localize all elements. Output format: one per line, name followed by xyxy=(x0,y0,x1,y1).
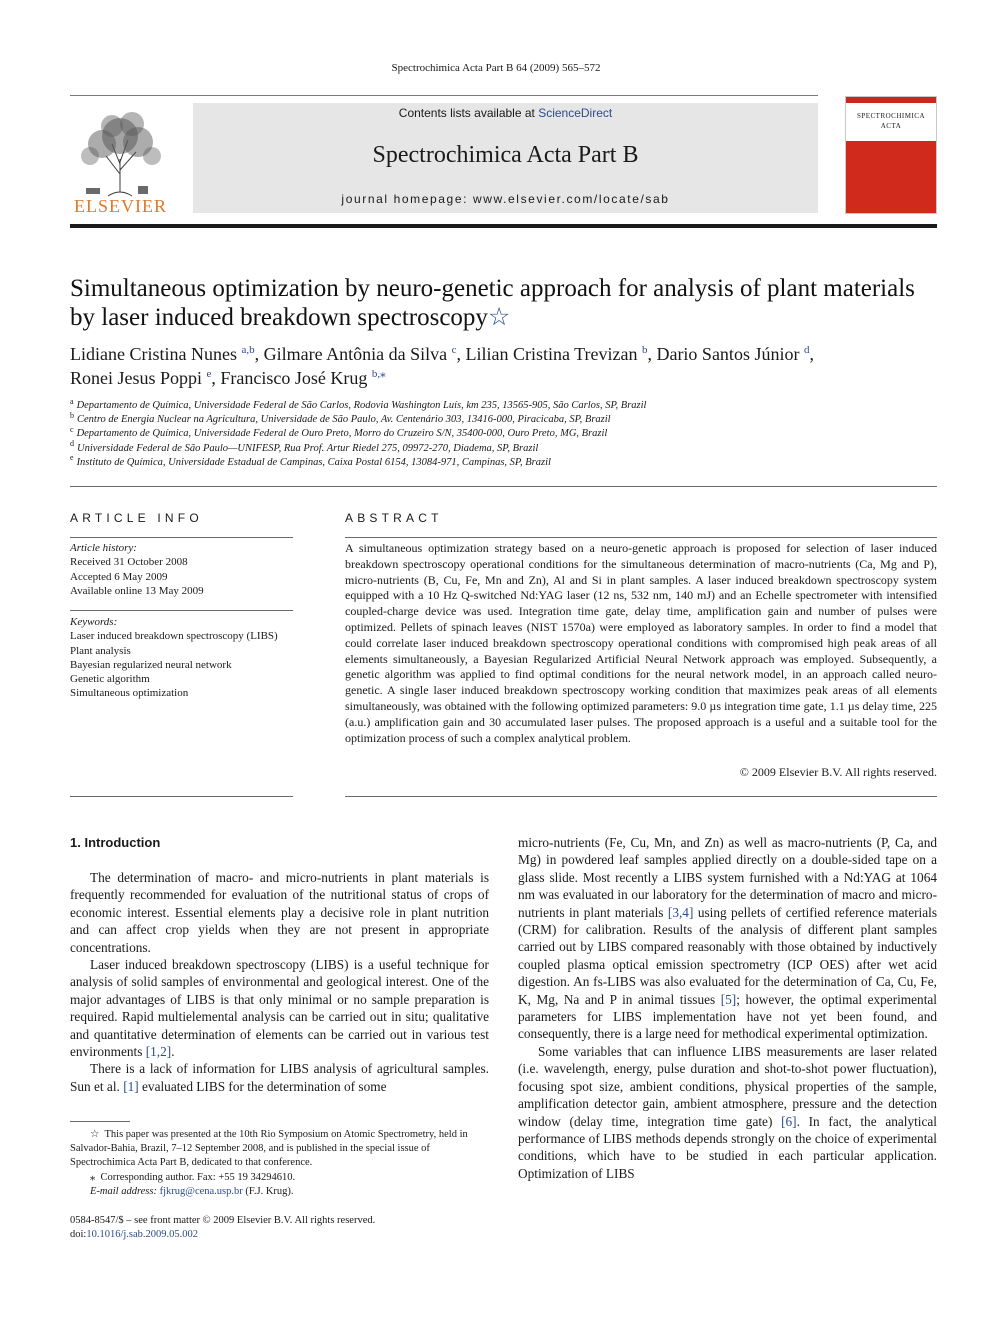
history-item: Available online 13 May 2009 xyxy=(70,584,204,597)
citation-link[interactable]: [1,2] xyxy=(145,1044,172,1060)
affiliation-key: d xyxy=(70,439,74,449)
abstract-copyright: © 2009 Elsevier B.V. All rights reserved. xyxy=(739,765,937,779)
affiliation-text: Universidade Federal de São Paulo—UNIFESP, Rua Prof. Artur Riedel 275, 09972-270, Diadema, SP, Brazil xyxy=(77,442,539,454)
body-column-left xyxy=(70,869,489,1095)
homepage-prefix: journal homepage: xyxy=(341,192,473,206)
citation-link[interactable]: [3,4] xyxy=(667,904,694,920)
corresponding-footnote: ⁎ Corresponding author. Fax: +55 19 34294610. xyxy=(90,1171,296,1183)
footnotes xyxy=(70,1128,490,1199)
keywords-rule xyxy=(70,610,293,611)
author-affiliation-mark[interactable]: d xyxy=(803,344,810,356)
paragraph-text: micro-nutrients (Fe, Cu, Mn, and Zn) as well as macro-nutrients (P, Ca, and Mg) in powdered leaf samples applied directly on a double-sided tape on a glass slide. Most recently a LIBS system furnished with a Nd:YAG at 1064 nm was evaluated in our laboratory for the determination of macro and micro-nutrients in plant materials xyxy=(518,835,937,920)
affiliation-rule xyxy=(70,486,937,487)
keyword: Laser induced breakdown spectroscopy (LIBS) xyxy=(70,630,278,643)
cover-red-panel xyxy=(846,141,936,213)
contents-prefix: Contents lists available at xyxy=(398,106,539,120)
citation-link[interactable]: [6] xyxy=(781,1113,797,1129)
doi-label: doi: xyxy=(70,1229,87,1241)
issn-line: 0584-8547/$ – see front matter © 2009 Elsevier B.V. All rights reserved. xyxy=(70,1215,376,1226)
email-label: E-mail address: xyxy=(90,1185,157,1197)
paragraph-text: ; however, the optimal experimental parameters for LIBS implementation have not yet been found, and consequently, there is a large need for methodical experimental optimization. xyxy=(518,991,937,1042)
author-name: Ronei Jesus Poppi xyxy=(70,368,203,388)
header-thick-rule xyxy=(70,224,937,228)
affiliation-text: Departamento de Química, Universidade Federal de Ouro Preto, Morro do Cruzeiro S/N, 35400-000, Ouro Preto, MG, Brazil xyxy=(76,428,608,440)
title-footnote xyxy=(70,1128,490,1171)
footnote-text: This paper was presented at the 10th Rio Symposium on Atomic Spectrometry, held in Salvador-Bahia, Brazil, 7–12 September 2008, and is published in the special issue of Spectrochimica Acta Part B, dedicated to that conference. xyxy=(70,1129,468,1169)
author-name: Lidiane Cristina Nunes xyxy=(70,344,237,364)
keyword: Bayesian regularized neural network xyxy=(70,658,232,671)
paragraph xyxy=(70,956,489,1060)
article-info-heading: ARTICLE INFO xyxy=(70,511,203,525)
article-info-end-rule xyxy=(70,796,293,797)
author-name: Dario Santos Júnior xyxy=(656,344,800,364)
history-label: Article history: xyxy=(70,542,137,554)
section-heading: 1. Introduction xyxy=(70,835,161,850)
sciencedirect-link[interactable]: ScienceDirect xyxy=(538,106,613,120)
article-history xyxy=(70,541,293,598)
affiliation xyxy=(70,453,938,470)
abstract-heading: ABSTRACT xyxy=(345,511,443,525)
doi-link[interactable]: 10.1016/j.sab.2009.05.002 xyxy=(86,1229,199,1241)
history-item: Accepted 6 May 2009 xyxy=(70,570,168,583)
email-link[interactable]: fjkrug@cena.usp.br xyxy=(159,1185,243,1197)
affiliation-text: Departamento de Química, Universidade Federal de São Carlos, Rodovia Washington Luís, km 235, 13565-905, São Carlos, SP, Brazil xyxy=(76,400,647,411)
author-affiliation-mark[interactable]: b xyxy=(641,344,648,356)
journal-homepage xyxy=(193,192,818,206)
abstract-end-rule xyxy=(345,796,937,797)
affiliation xyxy=(70,396,938,413)
history-item: Received 31 October 2008 xyxy=(70,556,188,569)
title-footnote-mark[interactable]: ☆ xyxy=(487,304,511,331)
article-info-rule xyxy=(70,537,293,538)
keywords xyxy=(70,615,293,701)
affiliation-text: Centro de Energia Nuclear na Agricultura, Universidade de São Paulo, Av. Centenário 303, 13416-000, Piracicaba, SP, Brazil xyxy=(77,414,611,426)
journal-reference: Spectrochimica Acta Part B 64 (2009) 565–572 xyxy=(391,62,601,74)
citation-link[interactable]: [5] xyxy=(720,991,737,1007)
keyword: Genetic algorithm xyxy=(70,673,150,686)
affiliation xyxy=(70,439,938,456)
cover-title-line1: SPECTROCHIMICA xyxy=(856,112,926,120)
affiliation-text: Instituto de Química, Universidade Estadual de Campinas, Caixa Postal 6154, 13084-971, Campinas, SP, Brazil xyxy=(76,456,551,468)
affiliation-key: e xyxy=(70,453,74,463)
author-affiliation-mark[interactable]: b,⁎ xyxy=(371,368,386,380)
abstract-text: A simultaneous optimization strategy based on a neuro-genetic approach is proposed for selection of laser induced breakdown spectroscopy operational conditions for the simultaneous determination of macro-nutrients (Ca, Mg and P), micro-nutrients (B, Cu, Fe, Mn and Zn), Al and Si in plant samples. A laser induced breakdown spectroscopy system equipped with a 10 Hz Q-switched Nd:YAG laser (12 ns, 532 nm, 140 mJ) and an Echelle spectrometer with intensified coupled-charge device was used. Integration time gate, delay time, amplification gain and number of pulses were optimized. Pellets of spinach leaves (NIST 1570a) were employed as laboratory samples. In order to find a model that could correlate laser induced breakdown spectroscopy operational conditions with compromised high peak areas of all elements simultaneously, a Bayesian Regularized Artificial Neural Network approach was employed. Subsequently, a genetic algorithm was applied to find optimal conditions for the neural network model, in an approach called neuro-genetic. A single laser induced breakdown spectroscopy working condition that maximizes peak areas of all elements simultaneously, was obtained with the following optimized parameters: 9.0 µs integration time gate, 1.1 µs delay time, 225 (a.u.) amplification gain and 30 accumulated laser pulses. The proposed approach is a useful and a suitable tool for the optimization process of such a complex analytical problem. xyxy=(345,541,937,745)
cover-title-line2: ACTA xyxy=(880,122,902,130)
author-affiliation-mark[interactable]: a,b xyxy=(241,344,255,356)
keyword: Plant analysis xyxy=(70,644,131,657)
paragraph xyxy=(518,834,937,1043)
journal-title: Spectrochimica Acta Part B xyxy=(372,142,639,168)
cover-top-bar xyxy=(846,97,936,103)
author-affiliation-mark[interactable]: c xyxy=(451,344,457,356)
affiliation xyxy=(70,410,938,427)
affiliation-key: a xyxy=(70,396,74,406)
author-name: Francisco José Krug xyxy=(220,368,368,388)
paragraph-text: . xyxy=(171,1044,175,1060)
contents-line xyxy=(193,106,818,120)
publisher-wordmark: ELSEVIER xyxy=(74,196,167,216)
paragraph-text: There is a lack of information for LIBS analysis of agricultural samples. Sun et al. xyxy=(70,1061,489,1094)
footnote-mark: ☆ xyxy=(90,1129,100,1140)
body-column-right xyxy=(518,834,937,1182)
email-suffix: (F.J. Krug). xyxy=(242,1185,294,1197)
email-footnote xyxy=(70,1185,490,1199)
affiliation xyxy=(70,424,938,441)
author-list: Lidiane Cristina Nunes $^{a,b}$, Gilmare Antônia da Silva $^c$, Lilian Cristina Trevizan $^b$, Dario Santos Júnior $^d$, Ronei Jesus Poppi $^e$, Francisco José Krug $^{b,⁎}$ xyxy=(70,344,814,388)
paragraph-text: using pellets of certified reference materials (CRM) for calibration. Results of the analysis of different plant samples carried out by LIBS compared reasonably with those obtained by inductively coupled plasma optical emission spectrometry (ICP OES) after wet acid digestion. An fs-LIBS was also evaluated for the determination of Ca, Cu, Fe, K, Mg, Na and P in animal tissues xyxy=(518,904,938,1007)
paragraph-text: The determination of macro- and micro-nutrients in plant materials is frequently recommended for evaluation of the nutritional status of crops of economic interest. Essential elements play a decisive role in plant nutrition and can affect crop yields when they are not present in appropriate concentrations. xyxy=(70,870,489,955)
front-matter-footer xyxy=(70,1214,570,1242)
author-affiliation-mark[interactable]: e xyxy=(206,368,212,380)
citation-link[interactable]: [1] xyxy=(123,1078,139,1094)
article-title-text: Simultaneous optimization by neuro-genetic approach for analysis of plant materials by laser induced breakdown spectroscopy xyxy=(70,275,915,331)
homepage-link[interactable]: www.elsevier.com/locate/sab xyxy=(472,192,670,206)
paragraph-text: Some variables that can influence LIBS measurements are laser related (i.e. wavelength, energy, pulse duration and shot-to-shot power fluctuation), focusing spot size, ambient conditions, physical properties of the sample, amplification detector gain, ambient atmosphere, pressure and the detection window (delay time, integration time gate) xyxy=(518,1043,937,1129)
paragraph xyxy=(518,1043,937,1182)
paragraph xyxy=(70,869,489,956)
abstract-rule xyxy=(345,537,937,538)
doi-line xyxy=(70,1228,570,1242)
author-name: Gilmare Antônia da Silva xyxy=(263,344,448,364)
paragraph-text: . In fact, the analytical performance of LIBS methods depends strongly on the choice of experimental conditions, which have to be studied in each particular application. Optimization of LIBS xyxy=(518,1113,937,1181)
paragraph-text: evaluated LIBS for the determination of some xyxy=(138,1078,387,1094)
author-name: Lilian Cristina Trevizan xyxy=(465,344,638,364)
footnote-rule xyxy=(70,1121,130,1122)
corresponding-text: Corresponding author. Fax: +55 19 34294610. xyxy=(100,1171,296,1183)
keyword: Simultaneous optimization xyxy=(70,687,189,700)
paragraph xyxy=(70,1060,489,1095)
article-title xyxy=(70,274,938,332)
paragraph-text: Laser induced breakdown spectroscopy (LIBS) is a useful technique for analysis of solid samples of environmental and geological interest. One of the major advantages of LIBS is that only minimal or no sample preparation is required. Rapid multielemental analysis can be carried out in situ; qualitative and quantitative determination of elements can be carried out in various test environments xyxy=(70,957,489,1060)
header-rule xyxy=(70,95,818,96)
affiliation-key: c xyxy=(70,424,74,434)
keywords-label: Keywords: xyxy=(70,616,118,628)
affiliation-key: b xyxy=(70,410,74,420)
affiliation-list xyxy=(70,396,938,470)
